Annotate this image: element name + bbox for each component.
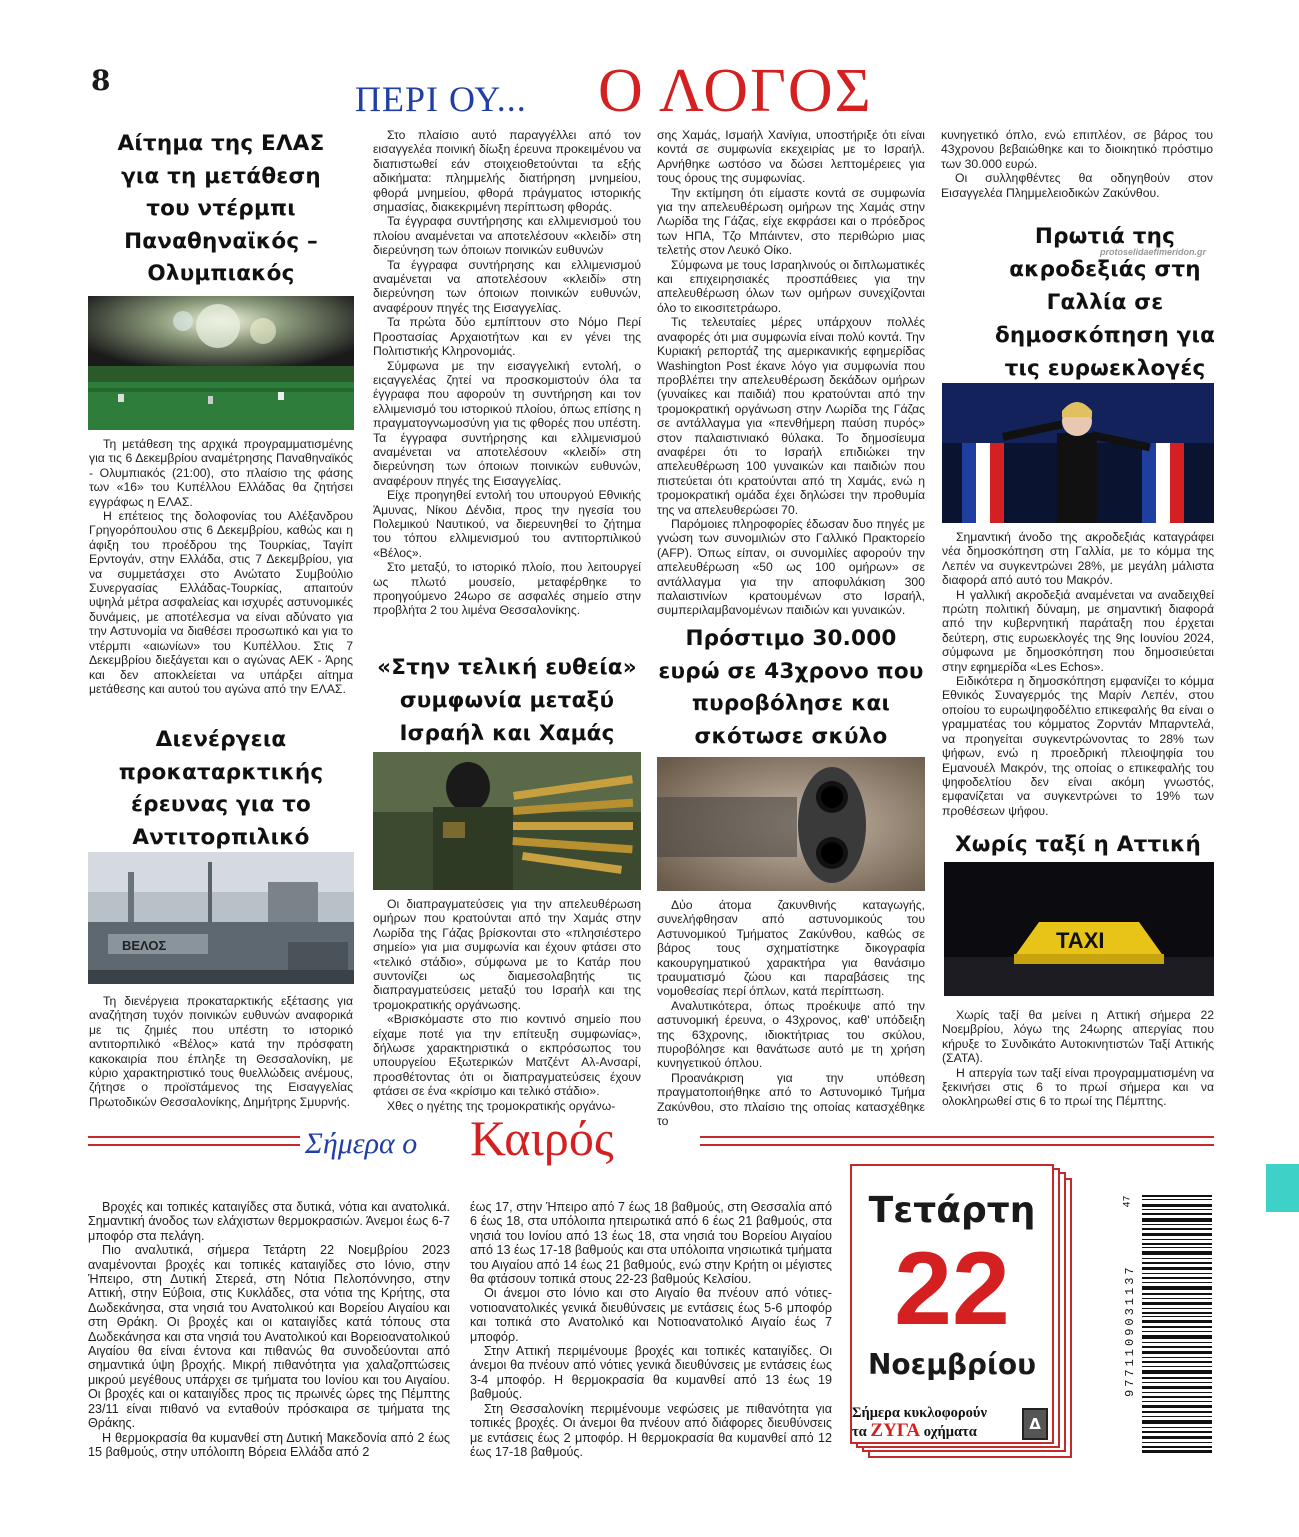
brand-prefix: ΠΕΡΙ ΟΥ...	[355, 79, 527, 119]
dog-continued: κυνηγετικό όπλο, ενώ επιπλέον, σε βάρος του 43χρονου βεβαιώθηκε και το διοικητικό πρόστιμο των 30.000 ευρώ. Οι συλληφθέντες θα οδηγηθούν στον Εισαγγελέα Πλημμελειοδικών Ζακύνθου.	[941, 128, 1213, 200]
shotgun-photo	[657, 757, 925, 891]
militant-photo	[373, 752, 641, 890]
taxi-title: Χωρίς ταξί η Αττική	[955, 832, 1201, 857]
calendar-day-number: 22	[894, 1231, 1010, 1347]
velos-body: Τη διενέργεια προκαταρκτικής εξέτασης για αναζήτηση τυχόν ποινικών ευθυνών αναφορικά με τις ζημιές που υπέστη το ιστορικό αντιτορπιλικό «Βέλος» κατά την πρόσφατη κακοκαιρία που έπληξε τη Θεσσαλονίκη, με κύριο χαρακτηριστικό τους θυελλώδεις ανέμους, ζήτησε ο προϊστάμενος της Εισαγγελίας Πρωτοδικών Θεσσαλονίκης, Δημήτρης Σμυρνής.	[89, 994, 353, 1109]
page-number: 8	[91, 64, 111, 97]
plate-notice-even: ΖΥΓΑ	[870, 1420, 921, 1441]
taxi-body: Χωρίς ταξί θα μείνει η Αττική σήμερα 22 Νοεμβρίου, λόγω της 24ωρης απεργίας που κήρυξε το Συνδικάτο Αυτοκινητιστών Ταξί Αττικής (ΣΑΤΑ). Η απεργία των ταξί είναι προγραμματισμένη να ξεκινήσει στις 6 το πρωί σήμερα και να ολοκληρωθεί στις 6 το πρωί της Πέμπτης.	[942, 1008, 1214, 1109]
israel-continued: σης Χαμάς, Ισμαήλ Χανίγια, υποστήριξε ότι είναι κοντά σε συμφωνία εκεχειρίας με το Ισραήλ. Αρνήθηκε ωστόσο να δώσει λεπτομέρειες για τους όρους της συμφωνίας. Την εκτίμηση ότι είμαστε κοντά σε συμφωνία για την απελευθέρωση ομήρων της Χαμάς στην Λωρίδα της Γάζας, είχε εκφράσει και ο πρόεδρος των ΗΠΑ, Τζο Μπάιντεν, στο περιθώριο μιας τελετής στον Λευκό Οίκο. Σύμφωνα με τους Ισραηλινούς οι διπλωματικές και επιχειρησιακές προσπάθειες για την απελευθέρωση όλων των ομήρων συνεχίζονται όλο το εικοσιτετράωρο. Τις τελευταίες μέρες υπάρχουν πολλές αναφορές ότι μια συμφωνία είναι πολύ κοντά. Την Κυριακή ρεπορτάζ της αμερικανικής εφημερίδας Washington Post έκανε λόγο για συμφωνία που προβλέπει την απελευθέρωση δεκάδων ομήρων (γυναίκες και παιδιά) που κρατούνται από την τρομοκρατική οργάνωση στην Λωρίδα της Γάζας σε αντάλλαγμα για «πενθήμερη παύση πυρός» στον παλαιστινιακό θύλακα. Το δημοσίευμα αναφέρει ότι το Ισραήλ επιδιώκει την απελευθέρωση 100 γυναικών και παιδιών που πιστεύεται ότι κρατούνται από τη Χαμάς, ενώ η τρομοκρατική ομάδα έχει δηλώσει την προθυμία της να απελευθερώσει 70. Παρόμοιες πληροφορίες έδωσαν δυο πηγές με γνώση των συνομιλιών στο Γαλλικό Πρακτορείο (AFP). Όπως είπαν, οι συνομιλίες αφορούν την απελευθέρωση «50 ως 100 ομήρων» σε αντάλλαγμα για την αποφυλάκιση 300 παλαιστινίων κρατουμένων στο Ισραήλ, συμπεριλαμβανομένων παιδιών και γυναικών.	[657, 128, 925, 618]
brand-name: Ο ΛΟΓΟΣ	[598, 57, 873, 125]
taxi-sign-text: TAXI	[1056, 928, 1105, 953]
barcode-issue: 47	[1122, 1195, 1134, 1208]
israel-title: «Στην τελική ευθεία» συμφωνία μεταξύ Ισραήλ και Χαμάς	[377, 655, 637, 746]
ship-name-plate: ΒΕΛΟΣ	[122, 938, 167, 953]
weather-heading-word: Καιρός	[470, 1110, 614, 1166]
weather-rule-left	[88, 1136, 300, 1146]
elas-body: Τη μετάθεση της αρχικά προγραμματισμένης για τις 6 Δεκεμβρίου αναμέτρησης Παναθηναϊκός - Ολυμπιακός (21:00), στο πλαίσιο της φάσης των «16» του Κυπέλλου Ελλάδας θα ζητήσει εγγράφως η ΕΛΑΣ. Η επέτειος της δολοφονίας του Αλέξανδρου Γρηγορόπουλου στις 6 Δεκεμβρίου, καθώς και η άφιξη του προέδρου της Τουρκίας, Ταγίπ Ερντογάν, στην Ελλάδα, στις 7 Δεκεμβρίου, για να συμμετάσχει στο Ανώτατο Συμβούλιο Συνεργασίας Ελλάδας-Τουρκίας, απαιτούν υψηλά μέτρα ασφαλείας και ισχυρές αστυνομικές δυνάμεις, με αποτέλεσμα να είναι αδύνατο για την Αστυνομία να διαθέσει προσωπικό και για το ντέρμπι «αιωνίων» του Κυπέλλου. Στις 7 Δεκεμβρίου διεξάγεται και ο αγώνας ΑΕΚ - Άρης και δεν αποκλείεται να υπάρξει αίτημα μετάθεσης και αυτού του αγώνα από την ΕΛΑΣ.	[89, 437, 353, 696]
warship-photo	[88, 852, 354, 984]
weather-rule-right	[700, 1136, 1214, 1146]
israel-body: Οι διαπραγματεύσεις για την απελευθέρωση ομήρων που κρατούνται από την Χαμάς στην Λωρίδα της Γάζας βρίσκονται στο «πλησιέστερο σημείο» για μια συμφωνία και έχουν φτάσει στο «τελικό στάδιο», σύμφωνα με το Κατάρ που συντονίζει ως διαμεσολαβητής τις διαπραγματεύσεις μεταξύ του Ισραήλ και της τρομοκρατικής οργάνωσης. «Βρισκόμαστε στο πιο κοντινό σημείο που είχαμε ποτέ για την επίτευξη συμφωνίας», δήλωσε χαρακτηριστικά ο εκπρόσωπος του υπουργείου Εξωτερικών Ματζέντ Αλ-Ανσαρί, προσθέτοντας ότι οι διαπραγματεύσεις έχουν φτάσει σε ένα «κρίσιμο και τελικό στάδιο». Χθες ο ηγέτης της τρομοκρατικής οργάνω-	[373, 897, 641, 1113]
plate-notice	[852, 1404, 1022, 1441]
plate-notice-line2: τα ΖΥΓΑ οχήματα	[852, 1420, 977, 1441]
weather-heading-prefix: Σήμερα ο	[305, 1127, 418, 1160]
taxi-photo	[944, 862, 1214, 996]
watermark: protoselidaefimeridon.gr	[1100, 247, 1207, 257]
dog-body: Δύο άτομα ζακυνθινής καταγωγής, συνελήφθησαν από αστυνομικούς του Αστυνομικού Τμήματος Ζακύνθου, καθώς σε βάρος τους σχηματίστηκε δικογραφία κακουργηματικού χαρακτήρα για θανάσιμο τραυματισμό ζώου και παραβάσεις της νομοθεσίας περί όπλων, κατά περίπτωση. Αναλυτικότερα, όπως προέκυψε από την αστυνομική έρευνα, ο 43χρονος, καθ' υπόδειξη της 63χρονης, ιδιοκτήτριας του σκύλου, πυροβόλησε και θανάτωσε αυτό με τη χρήση κυνηγετικού όπλου. Προανάκριση για την υπόθεση πραγματοποιήθηκε από το Αστυνομικό Τμήμα Ζακύνθου, στο πλαίσιο της οποίας κατασχέθηκε το	[657, 898, 925, 1129]
weather-col-1: Βροχές και τοπικές καταιγίδες στα δυτικά, νότια και ανατολικά. Σημαντική άνοδος των ελάχιστων θερμοκρασιών. Άνεμοι έως 6-7 μποφόρ στα πελάγη. Πιο αναλυτικά, σήμερα Τετάρτη 22 Νοεμβρίου 2023 αναμένονται βροχές και τοπικές καταιγίδες στο Ιόνιο, στην Ήπειρο, στη Δυτική Στερεά, στη Νότια Πελοπόννησο, στην Αττική, στην Εύβοια, στις Κυκλάδες, στα νότια της Κρήτης, στα Δωδεκάνησα, στα νησιά του Ανατολικού και Βορείου Αιγαίου και στη Θράκη. Οι βροχές και οι καταιγίδες κατά τόπους στα Δωδεκάνησα και στα νησιά του Ανατολικού και Βορειοανατολικού Αιγαίου θα είναι έντονα και πιθανώς θα συνοδεύονται από σημαντικά ύψη βροχής. Μικρή πιθανότητα για χαλαζοπτώσεις μικρού μεγέθους υπάρχει σε τμήματα του Ιονίου και του Αιγαίου. Οι βροχές και οι καταιγίδες προς τις πρωινές ώρες της Πέμπτης 23/11 είναι πιθανό να ενταθούν πρόσκαιρα σε τμήματα της Θράκης. Η θερμοκρασία θα κυμανθεί στη Δυτική Μακεδονία από 2 έως 15 βαθμούς, στην υπόλοιπη Βόρεια Ελλάδα από 2	[88, 1200, 450, 1459]
plate-notice-line1: Σήμερα κυκλοφορούν	[852, 1405, 987, 1421]
dog-title: Πρόστιμο 30.000 ευρώ σε 43χρονο που πυροβόλησε και σκότωσε σκύλο	[658, 626, 924, 749]
section-tab	[1266, 1164, 1299, 1212]
france-title: Πρωτιά της ακροδεξιάς στη Γαλλία σε δημοσκόπηση για τις ευρωεκλογές	[994, 224, 1216, 381]
weather-col-2: έως 17, στην Ήπειρο από 7 έως 18 βαθμούς, στη Θεσσαλία από 6 έως 18, στα υπόλοιπα ηπειρωτικά από 6 έως 21 βαθμούς, στα νησιά του Ιονίου από 13 έως 18, στα νησιά του Βορείου Αιγαίου από 13 έως 17-18 βαθμούς και στα υπόλοιπα νησιωτικά τμήματα του Αιγαίου από 14 έως 21 βαθμούς, ενώ στην Κρήτη οι μέγιστες θα φτάσουν τοπικά στους 22-23 βαθμούς Κελσίου. Οι άνεμοι στο Ιόνιο και στο Αιγαίο θα πνέουν από νότιες-νοτιοανατολικές γενικά διευθύνσεις με εντάσεις έως 5-6 μποφόρ και τοπικά στο Ανατολικό και Νοτιοανατολικό Αιγαίο έως 7 μποφόρ. Στην Αττική περιμένουμε βροχές και τοπικές καταιγίδες. Οι άνεμοι θα πνέουν από νότιες γενικά διευθύνσεις με εντάσεις έως 3-4 μποφόρ. Η θερμοκρασία θα κυμανθεί από 13 έως 19 βαθμούς. Στη Θεσσαλονίκη περιμένουμε νεφώσεις με πιθανότητα για τοπικές βροχές. Οι άνεμοι θα πνέουν από διάφορες διευθύνσεις με εντάσεις έως 2 μποφόρ. Η θερμοκρασία θα κυμανθεί από 12 έως 17-18 βαθμούς.	[470, 1200, 832, 1459]
calendar-weekday: Τετάρτη	[868, 1190, 1036, 1231]
barcode-digits: 9771109031137	[1123, 1264, 1137, 1397]
stadium-photo	[88, 296, 354, 430]
calendar-month: Νοεμβρίου	[868, 1348, 1036, 1381]
velos-continued: Στο πλαίσιο αυτό παραγγέλλει από τον εισαγγελέα ποινική δίωξη έρευνα προκειμένου να διαπιστωθεί εάν στοιχειοθετούνται τα εξής αδικήματα: πλημμελής διατήρηση μνημείου, φθορά μνημείου, φθορά πράγματος ιστορικής σημασίας, διακεκριμένη περίπτωση φθοράς. Τα έγγραφα συντήρησης και ελλιμενισμού του πλοίου αναμένεται να αποτελέσουν «κλειδί» στη διερεύνηση των όποιων ποινικών ευθυνών Τα έγγραφα συντήρησης και ελλιμενισμού αναμένεται να αποτελέσουν «κλειδί» στη διερεύνηση των όποιων ποινικών ευθυνών, αναφέρουν πηγές της Εισαγγελίας. Τα πρώτα δύο εμπίπτουν στο Νόμο Περί Προστασίας Αρχαιοτήτων και εν γένει της Πολιτιστικής Κληρονομιάς. Σύμφωνα με την εισαγγελική εντολή, ο ειςαγγελέας ζητεί να προσκομιστούν όλα τα έγγραφα που αφορούν τη συντήρηση και τον ελλιμενισμό του ιστορικού πλοίου, όπως επίσης η πραγματογνωμοσύνη για τις φθορές που υπέστη. Τα έγγραφα συντήρησης και ελλιμενισμού αναμένεται να αποτελέσουν «κλειδί» στη διερεύνηση των όποιων ποινικών ευθυνών, αναφέρουν πηγές της Εισαγγελίας. Είχε προηγηθεί εντολή του υπουργού Εθνικής Άμυνας, Νίκου Δένδια, προς την ηγεσία του Πολεμικού Ναυτικού, να διερευνηθεί το ζήτημα του τόπου ελλιμενισμού του αντιτορπιλικού «Βέλος». Στο μεταξύ, το ιστορικό πλοίο, που λειτουργεί ως πλωτό μουσείο, μεταφέρθηκε το προηγούμενο 24ωρο σε ασφαλές σημείο στην προβλήτα 2 του λιμένα Θεσσαλονίκης.	[373, 128, 641, 618]
lepen-photo	[942, 383, 1214, 523]
elas-title: Αίτημα της ΕΛΑΣ για τη μετάθεση του ντέρμπι Παναθηναϊκός – Ολυμπιακός	[117, 131, 325, 286]
plate-notice-icon: Δ	[1022, 1408, 1048, 1440]
france-body: Σημαντική άνοδο της ακροδεξιάς καταγράφει νέα δημοσκόπηση στη Γαλλία, με το κόμμα της Λεπέν να συγκεντρώνει 28%, με μεγάλη μάλιστα διαφορά από αυτό του Μακρόν. Η γαλλική ακροδεξιά αναμένεται να αναδειχθεί πρώτη πολιτική δύναμη, με σημαντική διαφορά από την κυβερνητική παράταξη που έρχεται δεύτερη, στις ευρωεκλογές της 9ης Ιουνίου 2024, σύμφωνα με δημοσκόπηση που δημοσιεύεται στην εφημερίδα «Les Echos». Ειδικότερα η δημοσκόπηση εμφανίζει το κόμμα Εθνικός Συναγερμός της Μαρίν Λεπέν, στου οποίου το ευρωψηφοδέλτιο επικεφαλής θα είναι ο γραμματέας του κόμματος Ζορντάν Μπαρντελά, να προηγείται συγκεντρώνοντας το 28% των ψήφων, ενώ η προεδρική πλειοψηφία του Εμανουέλ Μακρόν, της οποίας ο επικεφαλής του ψηφοδελτίου δεν είναι ακόμη γνωστός, εμφανίζεται να συγκεντρώνει το 19% των προθέσεων ψήφου.	[942, 530, 1214, 818]
velos-title: Διενέργεια προκαταρκτικής έρευνας για το Αντιτορπιλικό	[118, 727, 324, 850]
